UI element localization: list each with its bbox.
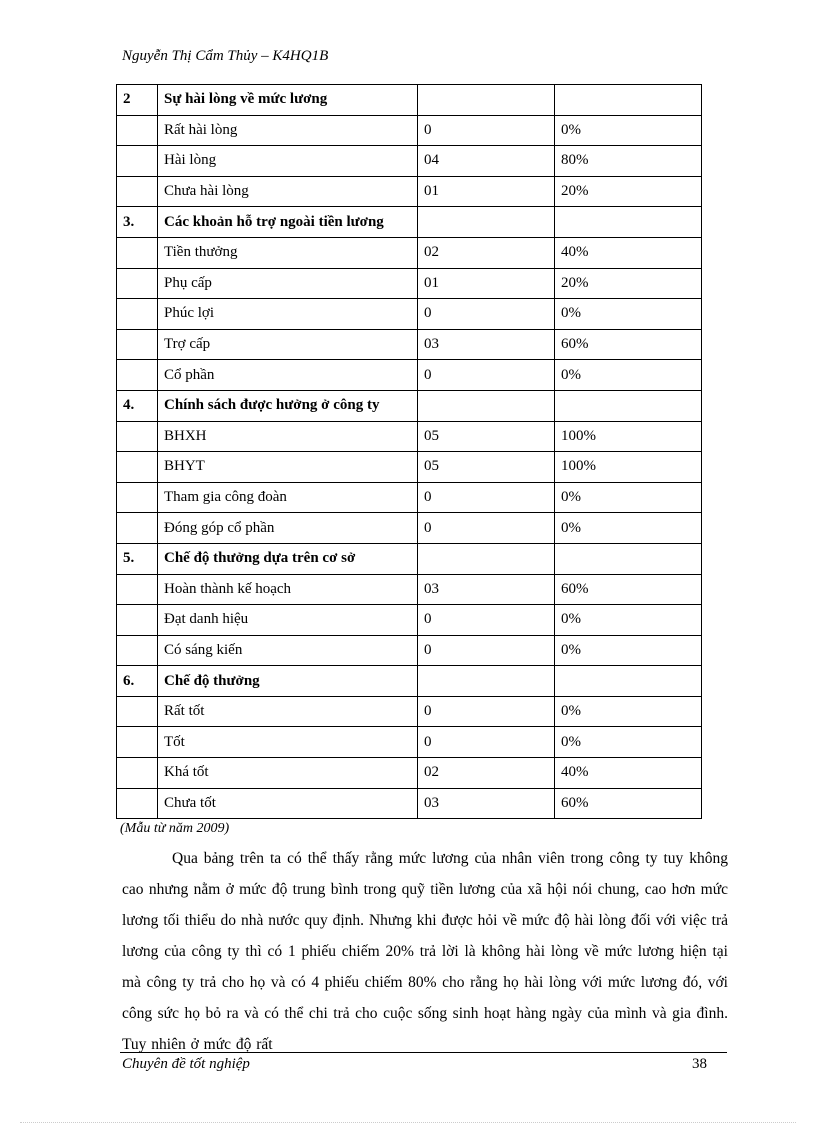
table-row (117, 788, 702, 819)
cell-percent (555, 207, 702, 238)
cell-number (117, 727, 158, 758)
cell-percent: 20% (555, 268, 702, 299)
cell-count: 0 (418, 605, 555, 636)
cell-label: Đạt danh hiệu (158, 605, 418, 636)
cell-number (117, 360, 158, 391)
page-number: 38 (692, 1056, 707, 1072)
cell-number (117, 176, 158, 207)
cell-number (117, 574, 158, 605)
cell-number (117, 758, 158, 789)
cell-number: 6. (117, 666, 158, 697)
table-row (117, 146, 702, 177)
cell-label: BHXH (158, 421, 418, 452)
cell-label: Cổ phần (158, 360, 418, 391)
cell-percent: 0% (555, 635, 702, 666)
cell-label: Đóng góp cổ phần (158, 513, 418, 544)
cell-label: BHYT (158, 452, 418, 483)
table-row (117, 696, 702, 727)
cell-count: 0 (418, 696, 555, 727)
table-section-row (117, 207, 702, 238)
footer-divider (120, 1052, 727, 1053)
cell-count: 03 (418, 788, 555, 819)
cell-label: Có sáng kiến (158, 635, 418, 666)
cell-percent (555, 390, 702, 421)
cell-number (117, 635, 158, 666)
footer-title: Chuyên đề tốt nghiệp (122, 1056, 250, 1072)
cell-count: 03 (418, 329, 555, 360)
table-row (117, 605, 702, 636)
table-row (117, 452, 702, 483)
cell-count: 04 (418, 146, 555, 177)
cell-number (117, 268, 158, 299)
cell-label: Khá tốt (158, 758, 418, 789)
cell-count: 0 (418, 635, 555, 666)
cell-label: Trợ cấp (158, 329, 418, 360)
cell-percent: 100% (555, 452, 702, 483)
cell-number (117, 237, 158, 268)
cell-percent: 0% (555, 299, 702, 330)
cell-label: Phụ cấp (158, 268, 418, 299)
table-row (117, 482, 702, 513)
cell-count: 05 (418, 452, 555, 483)
body-paragraph: Qua bảng trên ta có thể thấy rằng mức lương của nhân viên trong công ty tuy không cao nhưng nằm ở mức độ trung bình trong quỹ tiền lương của xã hội nói chung, cao hơn mức lương tối thiểu do nhà nước quy định. Nhưng khi được hỏi về mức độ hài lòng đối với việc trả lương của công ty thì có 1 phiếu chiếm 20% trả lời là không hài lòng về mức lương hiện tại mà công ty trả cho họ và có 4 phiếu chiếm 80% cho rằng họ hài lòng với mức lương đó, với công sức họ bỏ ra và có thể chi trả cho cuộc sống sinh hoạt hàng ngày của mình và gia đình. Tuy nhiên ở mức độ rất (122, 850, 728, 1053)
table-section-row (117, 666, 702, 697)
cell-label: Tiền thưởng (158, 237, 418, 268)
cell-number (117, 421, 158, 452)
cell-number (117, 482, 158, 513)
survey-table (116, 84, 702, 819)
cell-count: 03 (418, 574, 555, 605)
cell-number (117, 299, 158, 330)
cell-count: 0 (418, 513, 555, 544)
cell-count: 0 (418, 115, 555, 146)
cell-count (418, 666, 555, 697)
table-row (117, 635, 702, 666)
cell-count (418, 207, 555, 238)
cell-count (418, 85, 555, 116)
cell-count: 01 (418, 176, 555, 207)
cell-percent (555, 85, 702, 116)
table-row (117, 329, 702, 360)
cell-percent: 0% (555, 360, 702, 391)
cell-percent: 80% (555, 146, 702, 177)
table-row (117, 421, 702, 452)
cell-percent: 0% (555, 513, 702, 544)
cell-label: Tốt (158, 727, 418, 758)
cell-label: Các khoản hỗ trợ ngoài tiền lương (158, 207, 418, 238)
cell-number (117, 115, 158, 146)
table-section-row (117, 85, 702, 116)
cell-number (117, 146, 158, 177)
cell-count: 05 (418, 421, 555, 452)
cell-label: Hài lòng (158, 146, 418, 177)
table-row (117, 513, 702, 544)
table-caption: (Mẫu từ năm 2009) (120, 821, 230, 836)
cell-number (117, 513, 158, 544)
cell-count (418, 543, 555, 574)
cell-number (117, 452, 158, 483)
table-row (117, 237, 702, 268)
table-section-row (117, 390, 702, 421)
cell-number: 3. (117, 207, 158, 238)
table-section-row (117, 543, 702, 574)
cell-count (418, 390, 555, 421)
survey-table-body (117, 85, 702, 819)
cell-count: 0 (418, 482, 555, 513)
cell-number: 4. (117, 390, 158, 421)
cell-label: Sự hài lòng về mức lương (158, 85, 418, 116)
cell-percent: 60% (555, 329, 702, 360)
cell-number (117, 788, 158, 819)
table-row (117, 299, 702, 330)
cell-percent: 0% (555, 482, 702, 513)
cell-label: Hoàn thành kế hoạch (158, 574, 418, 605)
page-header: Nguyễn Thị Cẩm Thủy – K4HQ1B (122, 48, 329, 64)
table-row (117, 360, 702, 391)
cell-percent: 0% (555, 115, 702, 146)
cell-percent: 0% (555, 727, 702, 758)
cell-count: 0 (418, 727, 555, 758)
cell-count: 02 (418, 237, 555, 268)
table-row (117, 758, 702, 789)
cell-number (117, 329, 158, 360)
cell-label: Chế độ thưởng (158, 666, 418, 697)
cell-percent: 40% (555, 758, 702, 789)
cell-percent: 20% (555, 176, 702, 207)
cell-percent: 100% (555, 421, 702, 452)
cell-count: 02 (418, 758, 555, 789)
cell-number: 2 (117, 85, 158, 116)
cell-percent: 60% (555, 788, 702, 819)
table-row (117, 176, 702, 207)
cell-count: 01 (418, 268, 555, 299)
cell-percent (555, 543, 702, 574)
cell-label: Chưa tốt (158, 788, 418, 819)
table-row (117, 115, 702, 146)
cell-percent: 0% (555, 696, 702, 727)
cell-number: 5. (117, 543, 158, 574)
cell-label: Chế độ thưởng dựa trên cơ sở (158, 543, 418, 574)
table-row (117, 268, 702, 299)
cell-label: Rất tốt (158, 696, 418, 727)
cell-number (117, 696, 158, 727)
cell-percent: 60% (555, 574, 702, 605)
cell-label: Chính sách được hưởng ở công ty (158, 390, 418, 421)
cell-number (117, 605, 158, 636)
cell-label: Tham gia công đoàn (158, 482, 418, 513)
cell-label: Chưa hài lòng (158, 176, 418, 207)
cell-percent (555, 666, 702, 697)
cell-count: 0 (418, 360, 555, 391)
cell-label: Phúc lợi (158, 299, 418, 330)
table-row (117, 574, 702, 605)
cell-percent: 0% (555, 605, 702, 636)
cell-count: 0 (418, 299, 555, 330)
table-row (117, 727, 702, 758)
cell-percent: 40% (555, 237, 702, 268)
cell-label: Rất hài lòng (158, 115, 418, 146)
